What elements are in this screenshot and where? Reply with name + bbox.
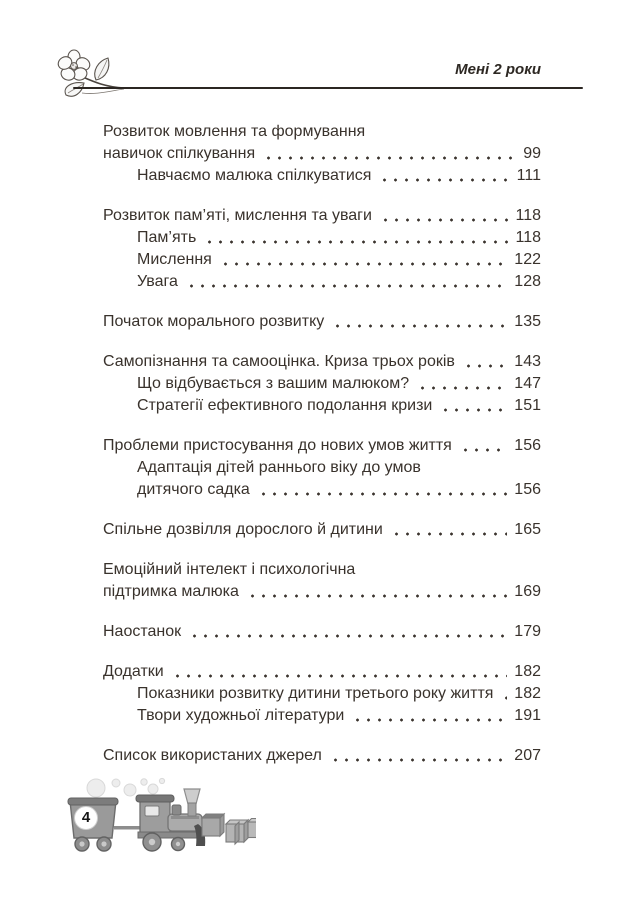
toc-leader-dots [247,581,507,603]
toc-entry-page: 128 [514,273,541,290]
toc-leader-dots [380,205,509,227]
toc-entry-label: Стратегії ефективного подолання кризи [137,397,433,414]
toc-entry [103,165,541,187]
flower-icon [52,47,124,107]
toc-entry [103,745,541,767]
toc-leader-dots [460,435,507,457]
toc-entry [103,621,541,643]
toc-entry [103,395,541,417]
toc-entry-page: 99 [523,145,541,162]
toc-entry-label: навичок спілкування [103,145,256,162]
toc-entry-label: Увага [137,273,178,290]
toc-entry-page: 182 [514,685,541,702]
toc-entry-label: Наостанок [103,623,182,640]
toc-group [103,311,541,333]
toc-entry [103,143,541,165]
toc-leader-dots [417,373,507,395]
toc-leader-dots [204,227,508,249]
toc-group [103,435,541,501]
toc-entry [103,121,541,143]
toc-entry-label: Самопізнання та самооцінка. Криза трьох років [103,353,455,370]
toc-entry-label: Спільне дозвілля дорослого й дитини [103,521,383,538]
running-head-title: Мені 2 роки [455,61,541,78]
toc-entry-page: 118 [515,207,541,224]
toc-entry-page: 165 [514,521,541,538]
toc-leader-dots [263,143,516,165]
toc-entry [103,683,541,705]
toc-entry-label: Додатки [103,663,164,680]
toc-entry [103,559,541,581]
toc-entry [103,479,541,501]
toc-entry-label: дитячого садка [137,481,250,498]
page-number: 4 [81,809,91,826]
toc-entry-label: підтримка малюка [103,583,239,600]
toc-entry-page: 111 [516,167,541,184]
toc-entry-label: Проблеми пристосування до нових умов життя [103,437,452,454]
toc-entry-page: 147 [514,375,541,392]
toc-entry [103,249,541,271]
toc-entry [103,227,541,249]
toc-entry [103,435,541,457]
toc-entry-page: 207 [514,747,541,764]
toc-entry-label: Емоційний інтелект і психологічна [103,561,356,578]
toc-entry-page: 179 [514,623,541,640]
toc-entry-page: 135 [514,313,541,330]
toc-leader-dots [440,395,507,417]
toc-entry [103,271,541,293]
train-illustration [56,776,256,868]
toc-group [103,559,541,603]
toc-entry-page: 169 [514,583,541,600]
toc-group [103,121,541,187]
toc-entry-label: Розвиток пам’яті, мислення та уваги [103,207,372,224]
toc-entry-label: Мислення [137,251,212,268]
toc-entry-label: Пам’ять [137,229,197,246]
toc-leader-dots [352,705,507,727]
toc-entry [103,205,541,227]
toc-entry-page: 143 [514,353,541,370]
toc-entry-label: Що відбувається з вашим малюком? [137,375,410,392]
toc-entry-label: Адаптація дітей раннього віку до умов [137,459,421,476]
toc-leader-dots [391,519,507,541]
toc-entry-page: 118 [515,229,541,246]
toc-leader-dots [220,249,507,271]
toc-entry [103,351,541,373]
toc-entry-page: 156 [514,481,541,498]
toc-entry-page: 151 [514,397,541,414]
toc-group [103,661,541,727]
toc-entry-page: 182 [514,663,541,680]
toc-entry-label: Навчаємо малюка спілкуватися [137,167,372,184]
toc-group [103,519,541,541]
toc-entry-label: Твори художньої літератури [137,707,345,724]
toc-leader-dots [463,351,507,373]
toc-leader-dots [379,165,509,187]
toc-group [103,351,541,417]
toc-leader-dots [172,661,508,683]
toc-entry-label: Початок морального розвитку [103,313,325,330]
toc-leader-dots [330,745,507,767]
toc-leader-dots [186,271,507,293]
toc-entry-page: 156 [514,437,541,454]
toc-entry-label: Список використаних джерел [103,747,322,764]
toc-entry-label: Розвиток мовлення та формування [103,123,366,140]
toc-entry-page: 191 [514,707,541,724]
toc-entry [103,705,541,727]
toc-entry-page: 122 [514,251,541,268]
table-of-contents [103,121,541,767]
toc-leader-dots [332,311,507,333]
toc-leader-dots [501,683,507,705]
header-rule [73,87,583,89]
toc-entry [103,519,541,541]
toc-group [103,745,541,767]
toc-group [103,205,541,293]
toc-entry-label: Показники розвитку дитини третього року життя [137,685,494,702]
toc-entry [103,311,541,333]
toc-leader-dots [258,479,507,501]
toc-entry [103,661,541,683]
toc-entry [103,581,541,603]
toc-leader-dots [189,621,507,643]
toc-entry [103,457,541,479]
toc-group [103,621,541,643]
toc-entry [103,373,541,395]
